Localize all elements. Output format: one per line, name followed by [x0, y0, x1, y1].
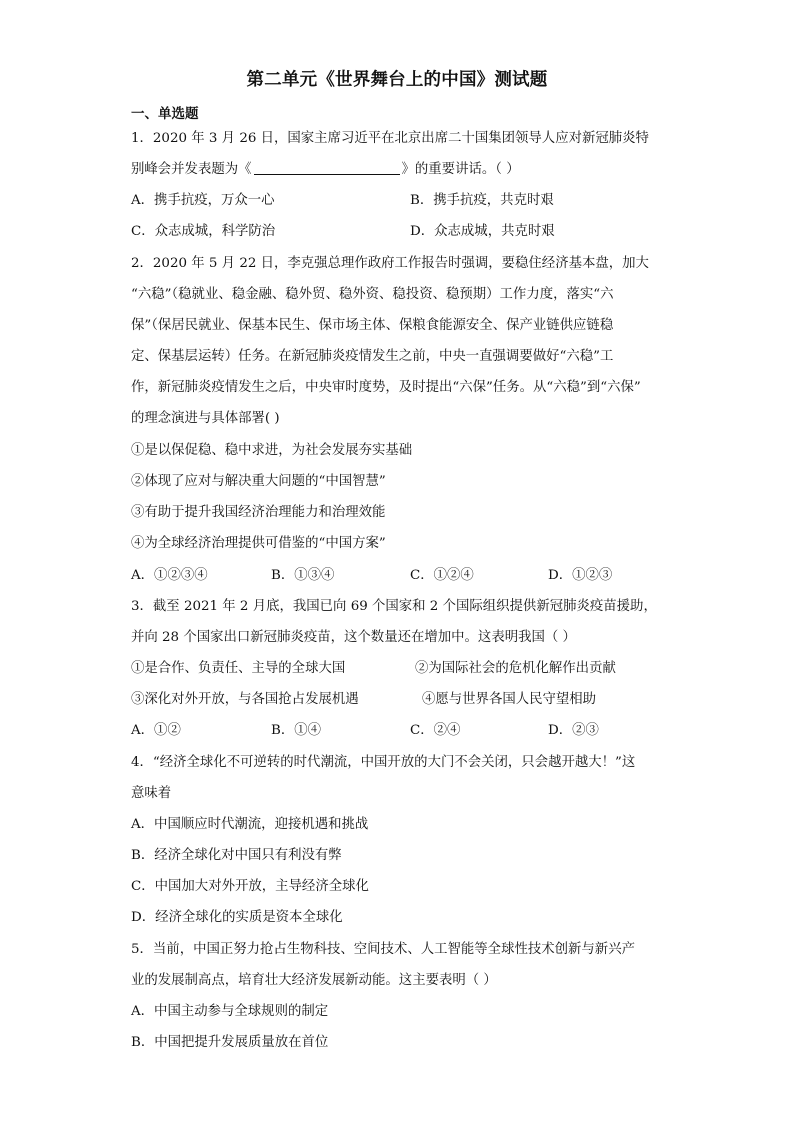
q3-statement: ③深化对外开放，与各国抢占发展机遇: [131, 692, 359, 707]
q2-statement: ④为全球经济治理提供可借鉴的“中国方案”: [131, 536, 386, 551]
q2-stem-line: 作，新冠肺炎疫情发生之后，中央审时度势，及时提出“六保”任务。从“六稳”到“六保”: [131, 380, 641, 395]
q1-stem-line: 1．2020 年 3 月 26 日，国家主席习近平在北京出席二十国集团领导人应对新冠肺炎特: [131, 131, 649, 146]
section-heading: 一、单选题: [131, 106, 199, 122]
q4-option-b: B．经济全球化对中国只有利没有弊: [131, 848, 342, 863]
q1-option-a: A．携手抗疫，万众一心: [131, 193, 275, 208]
q4-option-c: C．中国加大对外开放，主导经济全球化: [131, 879, 369, 894]
q2-stem-line: 2．2020 年 5 月 22 日，李克强总理作政府工作报告时强调，要稳住经济基本盘，加大: [131, 256, 649, 271]
q2-option-d: D．①②③: [548, 568, 613, 583]
q3-option-b: B．①④: [271, 723, 322, 738]
q2-statement: ②体现了应对与解决重大问题的“中国智慧”: [131, 474, 386, 489]
q3-option-d: D．②③: [548, 723, 599, 738]
q3-statement: ④愿与世界各国人民守望相助: [422, 692, 597, 707]
q1-stem-line: [131, 160, 520, 179]
q3-stem-line: 3．截至 2021 年 2 月底，我国已向 69 个国家和 2 个国际组织提供新冠肺炎疫苗援助，: [131, 599, 657, 614]
q3-statement: ①是合作、负责任、主导的全球大国: [131, 661, 346, 676]
q5-stem-line: 5．当前，中国正努力抢占生物科技、空间技术、人工智能等全球性技术创新与新兴产: [131, 942, 635, 957]
q2-stem-line: 的理念演进与具体部署( ): [131, 411, 280, 426]
q1-stem-text: 》的重要讲话。（ ）: [401, 162, 520, 177]
q2-option-b: B．①③④: [271, 568, 335, 583]
q4-option-d: D．经济全球化的实质是资本全球化: [131, 910, 343, 925]
q1-option-b: B．携手抗疫，共克时艰: [410, 193, 554, 208]
q4-stem-line: 4．“经济全球化不可逆转的时代潮流，中国开放的大门不会关闭，只会越开越大！”这: [131, 755, 636, 770]
q1-option-d: D．众志成城，共克时艰: [410, 224, 555, 239]
q1-stem-text: 别峰会并发表题为《: [131, 162, 252, 177]
q1-option-c: C．众志成城，科学防治: [131, 224, 276, 239]
q2-stem-line: 保”（保居民就业、保基本民生、保市场主体、保粮食能源安全、保产业链供应链稳: [131, 318, 614, 333]
q2-statement: ①是以保促稳、稳中求进，为社会发展夯实基础: [131, 443, 413, 458]
q5-option-a: A．中国主动参与全球规则的制定: [131, 1004, 329, 1019]
answer-blank: [254, 160, 400, 175]
q2-stem-line: “六稳”（稳就业、稳金融、稳外贸、稳外资、稳投资、稳预期）工作力度，落实“六: [131, 287, 614, 302]
q2-statement: ③有助于提升我国经济治理能力和治理效能: [131, 505, 386, 520]
q3-option-a: A．①②: [131, 723, 181, 738]
q3-option-c: C．②④: [410, 723, 461, 738]
q2-option-c: C．①②④: [410, 568, 474, 583]
q5-option-b: B．中国把提升发展质量放在首位: [131, 1035, 329, 1050]
q3-stem-line: 并向 28 个国家出口新冠肺炎疫苗，这个数量还在增加中。这表明我国（ ）: [131, 630, 576, 645]
page-title: 第二单元《世界舞台上的中国》测试题: [246, 70, 548, 90]
q3-statement: ②为国际社会的危机化解作出贡献: [415, 661, 616, 676]
q2-stem-line: 定、保基层运转）任务。在新冠肺炎疫情发生之前，中央一直强调要做好“六稳”工: [131, 349, 614, 364]
q5-stem-line: 业的发展制高点，培育壮大经济发展新动能。这主要表明（ ）: [131, 973, 497, 988]
q2-option-a: A．①②③④: [131, 568, 208, 583]
q4-stem-line: 意味着: [131, 786, 172, 801]
q4-option-a: A．中国顺应时代潮流，迎接机遇和挑战: [131, 817, 369, 832]
